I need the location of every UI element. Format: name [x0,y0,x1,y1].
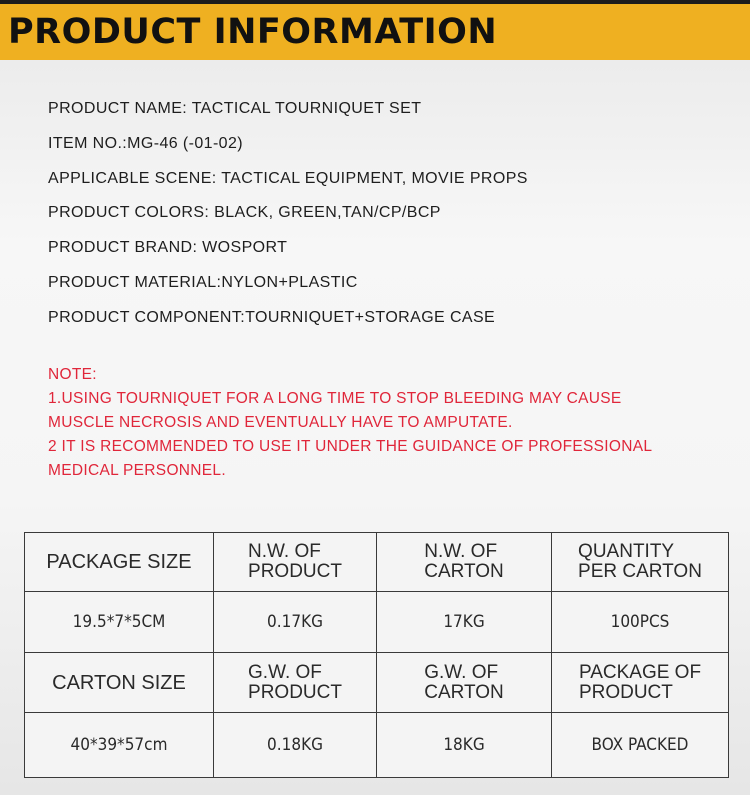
table-row [25,653,729,713]
item-no-line: ITEM NO.:MG-46 (-01-02) [48,135,244,152]
product-name-line: PRODUCT NAME: TACTICAL TOURNIQUET SET [48,100,422,117]
product-component-line: PRODUCT COMPONENT:TOURNIQUET+STORAGE CASE [48,309,496,326]
table-row [25,592,729,653]
table-row [25,713,729,778]
gw-product-value: 0.18KG [214,713,377,778]
quantity-per-carton-value: 100PCS [552,592,729,653]
table-row [25,533,729,592]
quantity-per-carton-header: QUANTITY PER CARTON [552,533,729,592]
note-title: NOTE: [48,366,97,383]
gw-carton-header: G.W. OF CARTON [377,653,552,713]
header-banner [0,4,750,60]
carton-size-header: CARTON SIZE [25,653,214,713]
applicable-scene-line: APPLICABLE SCENE: TACTICAL EQUIPMENT, MOVIE PROPS [48,170,528,187]
gw-carton-value: 18KG [377,713,552,778]
product-material-line: PRODUCT MATERIAL:NYLON+PLASTIC [48,274,358,291]
carton-size-value: 40*39*57cm [25,713,214,778]
nw-carton-header: N.W. OF CARTON [377,533,552,592]
gw-product-header: G.W. OF PRODUCT [214,653,377,713]
spec-table [24,532,729,778]
note-line: 1.USING TOURNIQUET FOR A LONG TIME TO STOP BLEEDING MAY CAUSE [48,390,622,407]
package-size-header: PACKAGE SIZE [25,533,214,592]
note-line: MEDICAL PERSONNEL. [48,462,226,479]
note-line: MUSCLE NECROSIS AND EVENTUALLY HAVE TO AMPUTATE. [48,414,513,431]
package-size-value: 19.5*7*5CM [25,592,214,653]
nw-product-header: N.W. OF PRODUCT [214,533,377,592]
note-line: 2 IT IS RECOMMENDED TO USE IT UNDER THE GUIDANCE OF PROFESSIONAL [48,438,653,455]
nw-product-value: 0.17KG [214,592,377,653]
package-of-product-header: PACKAGE OF PRODUCT [552,653,729,713]
package-of-product-value: BOX PACKED [552,713,729,778]
nw-carton-value: 17KG [377,592,552,653]
product-brand-line: PRODUCT BRAND: WOSPORT [48,239,288,256]
page-title: PRODUCT INFORMATION [8,12,498,52]
product-colors-line: PRODUCT COLORS: BLACK, GREEN,TAN/CP/BCP [48,204,441,221]
